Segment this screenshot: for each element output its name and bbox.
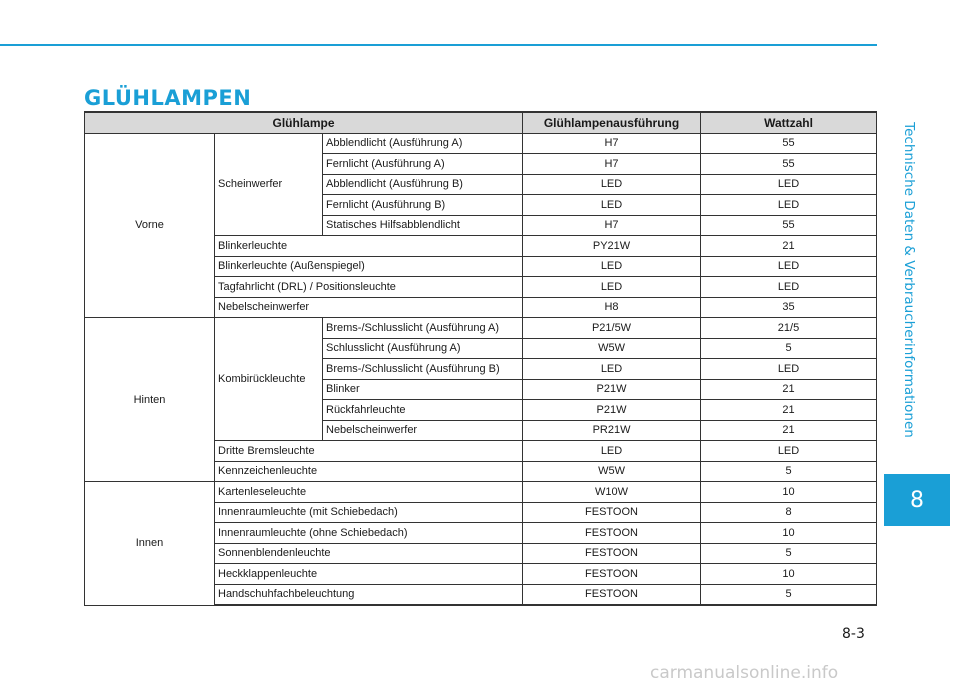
bulb-name: Blinker xyxy=(323,379,523,400)
header-wattage: Wattzahl xyxy=(701,112,877,133)
bulb-type: H7 xyxy=(523,215,701,236)
bulb-name: Brems-/Schlusslicht (Ausführung B) xyxy=(323,359,523,380)
bulb-type: PY21W xyxy=(523,236,701,257)
page-heading: GLÜHLAMPEN xyxy=(84,86,252,110)
top-rule xyxy=(0,44,877,46)
bulb-name: Abblendlicht (Ausführung A) xyxy=(323,133,523,154)
bulb-type: FESTOON xyxy=(523,502,701,523)
bulb-type: LED xyxy=(523,277,701,298)
bulb-wattage: 8 xyxy=(701,502,877,523)
bulb-wattage: LED xyxy=(701,441,877,462)
table-header-row xyxy=(85,112,877,133)
bulb-type: LED xyxy=(523,195,701,216)
bulb-wattage: 10 xyxy=(701,482,877,503)
subgroup-headlamp: Scheinwerfer xyxy=(215,133,323,236)
bulb-name: Dritte Bremsleuchte xyxy=(215,441,523,462)
bulb-type: P21W xyxy=(523,379,701,400)
bulb-wattage: 5 xyxy=(701,584,877,605)
bulb-wattage: 35 xyxy=(701,297,877,318)
bulb-type: W10W xyxy=(523,482,701,503)
bulb-name: Blinkerleuchte (Außenspiegel) xyxy=(215,256,523,277)
bulb-name: Kartenleseleuchte xyxy=(215,482,523,503)
bulb-wattage: 10 xyxy=(701,564,877,585)
bulb-wattage: 55 xyxy=(701,133,877,154)
bulb-wattage: LED xyxy=(701,195,877,216)
group-front: Vorne xyxy=(85,133,215,318)
group-interior: Innen xyxy=(85,482,215,606)
bulb-type: LED xyxy=(523,441,701,462)
chapter-side-label xyxy=(890,88,928,473)
bulb-name: Nebelscheinwerfer xyxy=(323,420,523,441)
bulb-name: Sonnenblendenleuchte xyxy=(215,543,523,564)
bulb-name: Statisches Hilfsabblendlicht xyxy=(323,215,523,236)
bulb-wattage: 21 xyxy=(701,236,877,257)
bulb-type: LED xyxy=(523,359,701,380)
bulb-wattage: 55 xyxy=(701,154,877,175)
bulb-wattage: 21 xyxy=(701,379,877,400)
table-row xyxy=(85,482,877,503)
bulb-name: Innenraumleuchte (ohne Schiebedach) xyxy=(215,523,523,544)
table-row xyxy=(85,133,877,154)
bulb-wattage: LED xyxy=(701,277,877,298)
watermark: carmanualsonline.info xyxy=(650,663,839,683)
bulb-wattage: 21 xyxy=(701,400,877,421)
bulb-type: P21W xyxy=(523,400,701,421)
chapter-tab: 8 xyxy=(884,474,950,526)
chapter-side-label-text: Technische Daten & Verbraucherinformationen xyxy=(901,122,917,438)
bulb-name: Rückfahrleuchte xyxy=(323,400,523,421)
bulb-name: Innenraumleuchte (mit Schiebedach) xyxy=(215,502,523,523)
subgroup-combination: Kombirückleuchte xyxy=(215,318,323,441)
bulb-wattage: LED xyxy=(701,174,877,195)
bulb-name: Blinkerleuchte xyxy=(215,236,523,257)
bulb-name: Tagfahrlicht (DRL) / Positionsleuchte xyxy=(215,277,523,298)
bulb-wattage: 5 xyxy=(701,461,877,482)
bulb-name: Fernlicht (Ausführung B) xyxy=(323,195,523,216)
bulb-name: Schlusslicht (Ausführung A) xyxy=(323,338,523,359)
bulb-table xyxy=(84,111,877,606)
bulb-name: Brems-/Schlusslicht (Ausführung A) xyxy=(323,318,523,339)
page-number: 8-3 xyxy=(842,626,865,642)
header-bulb: Glühlampe xyxy=(85,112,523,133)
bulb-wattage: LED xyxy=(701,256,877,277)
bulb-name: Abblendlicht (Ausführung B) xyxy=(323,174,523,195)
bulb-type: FESTOON xyxy=(523,584,701,605)
bulb-wattage: 21/5 xyxy=(701,318,877,339)
bulb-wattage: 5 xyxy=(701,543,877,564)
bulb-type: H7 xyxy=(523,154,701,175)
bulb-wattage: 21 xyxy=(701,420,877,441)
group-rear: Hinten xyxy=(85,318,215,482)
bulb-type: W5W xyxy=(523,338,701,359)
table-row xyxy=(85,318,877,339)
bulb-name: Kennzeichenleuchte xyxy=(215,461,523,482)
bulb-type: FESTOON xyxy=(523,564,701,585)
header-type: Glühlampenausführung xyxy=(523,112,701,133)
bulb-type: H8 xyxy=(523,297,701,318)
bulb-type: P21/5W xyxy=(523,318,701,339)
bulb-name: Fernlicht (Ausführung A) xyxy=(323,154,523,175)
bulb-wattage: 55 xyxy=(701,215,877,236)
bulb-name: Handschuhfachbeleuchtung xyxy=(215,584,523,605)
bulb-wattage: 10 xyxy=(701,523,877,544)
bulb-type: LED xyxy=(523,256,701,277)
bulb-name: Heckklappenleuchte xyxy=(215,564,523,585)
bulb-type: FESTOON xyxy=(523,543,701,564)
bulb-wattage: LED xyxy=(701,359,877,380)
bulb-wattage: 5 xyxy=(701,338,877,359)
bulb-type: PR21W xyxy=(523,420,701,441)
bulb-type: FESTOON xyxy=(523,523,701,544)
bulb-name: Nebelscheinwerfer xyxy=(215,297,523,318)
bulb-type: W5W xyxy=(523,461,701,482)
bulb-type: H7 xyxy=(523,133,701,154)
bulb-type: LED xyxy=(523,174,701,195)
